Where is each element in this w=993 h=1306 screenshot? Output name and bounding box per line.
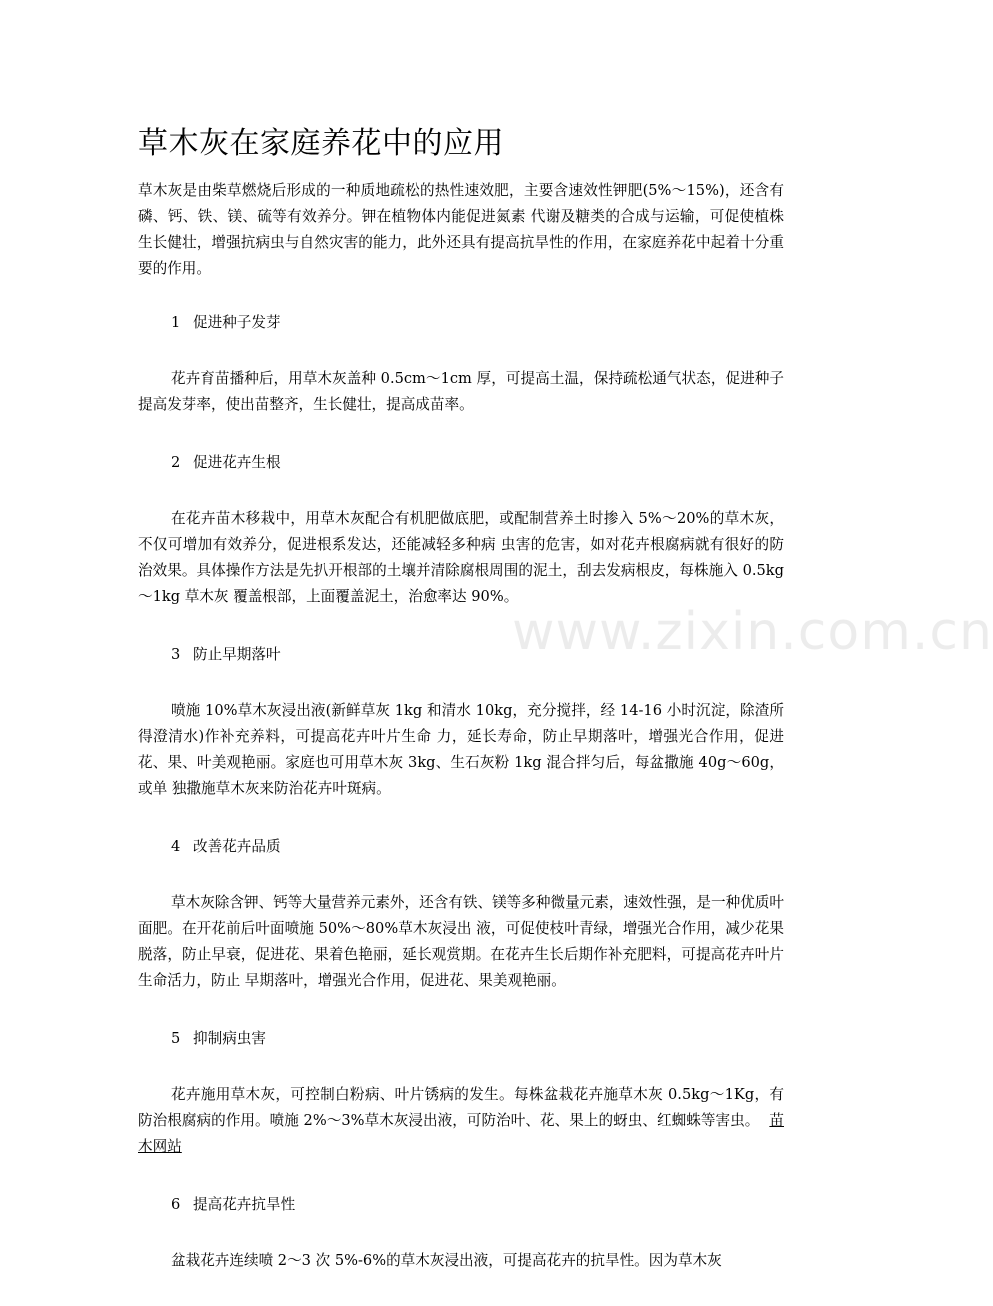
section-heading-text: 抑制病虫害: [193, 1030, 266, 1047]
section-heading-1: [138, 310, 784, 336]
section-paragraph-6: 盆栽花卉连续喷 2～3 次 5%-6%的草木灰浸出液，可提高花卉的抗旱性。因为草木灰: [171, 1252, 722, 1269]
section-paragraph-text: 花卉施用草木灰，可控制白粉病、叶片锈病的发生。每株盆栽花卉施草木灰 0.5kg～1Kg，有防治根腐病的作用。喷施 2%～3%草木灰浸出液，可防治叶、花、果上的蚜虫、红蜘蛛等害虫。: [138, 1086, 784, 1129]
section-paragraph-2: 在花卉苗木移栽中，用草木灰配合有机肥做底肥，或配制营养土时掺入 5%～20%的草木灰，不仅可增加有效养分，促进根系发达，还能减轻多种病 虫害的危害，如对花卉根腐病就有很好的防治效果。具体操作方法是先扒开根部的土壤并清除腐根周围的泥土，刮去发病根皮，每株施入 0.5kg～1kg 草木灰 覆盖根部，上面覆盖泥土，治愈率达 90%。: [138, 510, 784, 605]
section-number: 4: [171, 838, 181, 855]
section-heading-text: 防止早期落叶: [193, 646, 281, 663]
section-number: 1: [171, 314, 181, 331]
section-heading-6: [138, 1192, 784, 1218]
section-paragraph-3: 喷施 10%草木灰浸出液(新鲜草灰 1kg 和清水 10kg，充分搅拌，经 14-16 小时沉淀，除渣所得澄清水)作补充养料，可提高花卉叶片生命 力，延长寿命，防止早期落叶，增强光合作用，促进花、果、叶美观艳丽。家庭也可用草木灰 3kg、生石灰粉 1kg 混合拌匀后，每盆撒施 40g～60g，或单 独撒施草木灰来防治花卉叶斑病。: [138, 702, 784, 797]
section-heading-4: [138, 834, 784, 860]
section-number: 6: [171, 1196, 181, 1213]
section-heading-text: 促进花卉生根: [193, 454, 281, 471]
article-body: [138, 178, 784, 1306]
section-heading-2: [138, 450, 784, 476]
section-paragraph-5: [138, 1082, 784, 1160]
section-heading-text: 改善花卉品质: [193, 838, 281, 855]
section-heading-5: [138, 1026, 784, 1052]
section-heading-3: [138, 642, 784, 668]
section-number: 2: [171, 454, 181, 471]
section-heading-text: 提高花卉抗旱性: [193, 1196, 296, 1213]
section-heading-text: 促进种子发芽: [193, 314, 281, 331]
page-title: 草木灰在家庭养花中的应用: [138, 126, 504, 161]
section-paragraph-1: 花卉育苗播种后，用草木灰盖种 0.5cm～1cm 厚，可提高土温，保持疏松通气状态，促进种子提高发芽率，使出苗整齐，生长健壮，提高成苗率。: [138, 370, 784, 413]
watermark: www.zixin.com.cn: [512, 602, 993, 662]
intro-paragraph: 草木灰是由柴草燃烧后形成的一种质地疏松的热性速效肥，主要含速效性钾肥(5%～15%)，还含有磷、钙、铁、镁、硫等有效养分。钾在植物体内能促进氮素 代谢及糖类的合成与运输，可促使植株生长健壮，增强抗病虫与自然灾害的能力，此外还具有提高抗旱性的作用，在家庭养花中起着十分重要的作用。: [138, 182, 784, 277]
section-number: 3: [171, 646, 181, 663]
seedling-site-link[interactable]: 苗木网站: [138, 1112, 784, 1155]
section-paragraph-4: 草木灰除含钾、钙等大量营养元素外，还含有铁、镁等多种微量元素，速效性强，是一种优质叶面肥。在开花前后叶面喷施 50%～80%草木灰浸出 液，可促使枝叶青绿，增强光合作用，减少花果脱落，防止早衰，促进花、果着色艳丽，延长观赏期。在花卉生长后期作补充肥料，可提高花卉叶片生命活力，防止 早期落叶，增强光合作用，促进花、果美观艳丽。: [138, 894, 784, 989]
section-number: 5: [171, 1030, 181, 1047]
